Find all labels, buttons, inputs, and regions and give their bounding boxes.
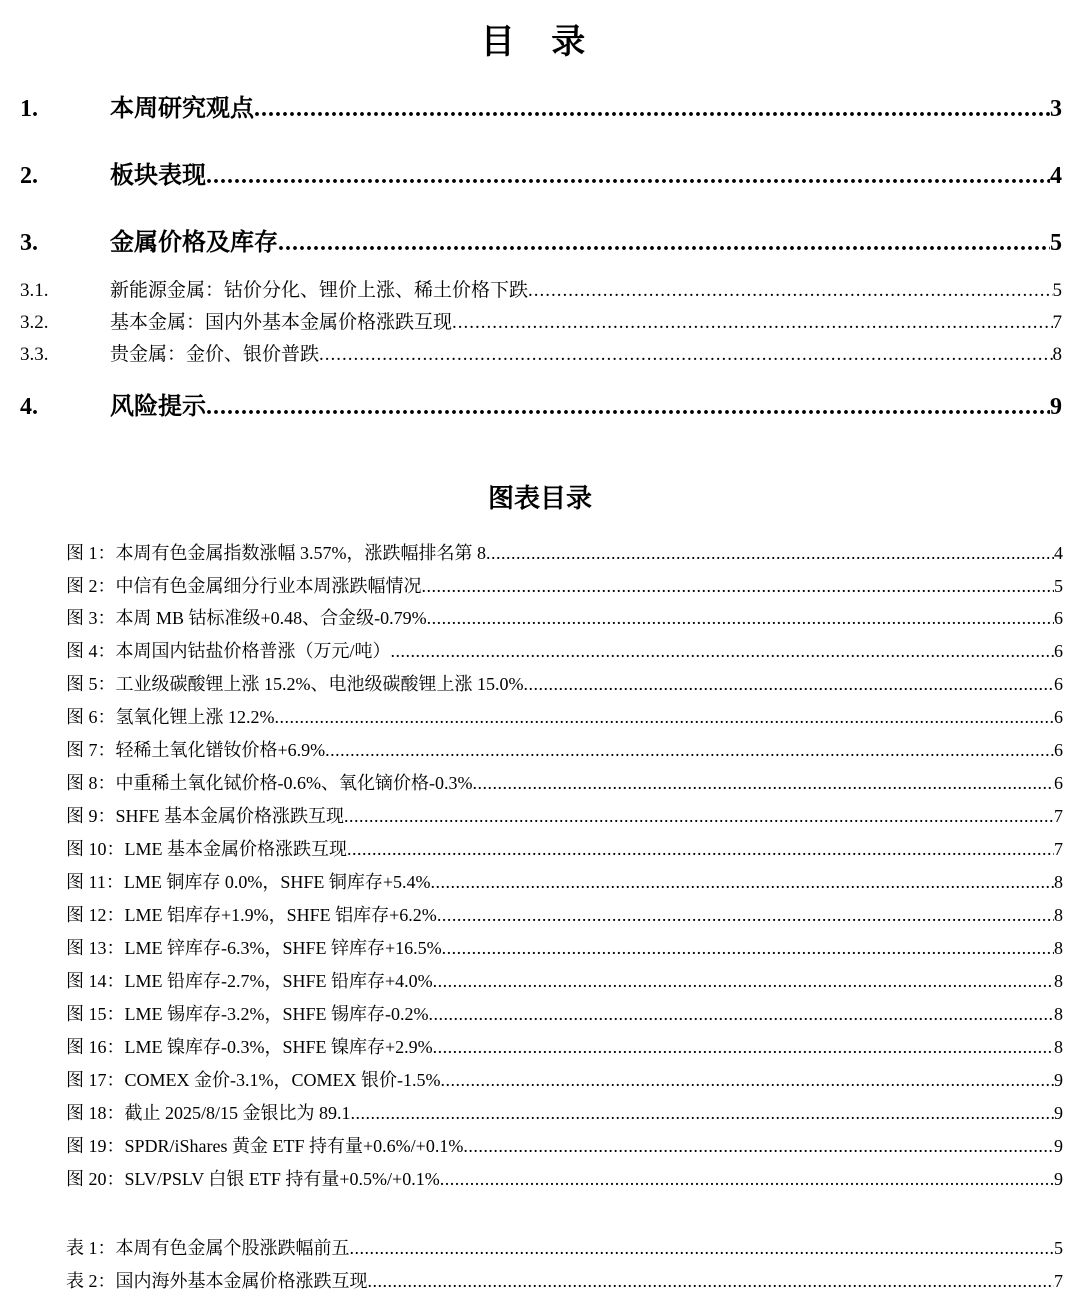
figure-entry-label: 图 18：截止 2025/8/15 金银比为 89.1 xyxy=(66,1103,351,1123)
figure-entry[interactable] xyxy=(66,1165,1063,1191)
figure-entry[interactable] xyxy=(66,901,1063,927)
figure-entry[interactable] xyxy=(66,769,1063,795)
dot-leader xyxy=(368,1271,1055,1292)
table-entry-page: 7 xyxy=(1054,1271,1063,1291)
toc-entry-number: 1. xyxy=(20,96,38,122)
table-entry-label: 表 2：国内海外基本金属价格涨跌互现 xyxy=(66,1271,368,1291)
figure-entry-page: 6 xyxy=(1054,773,1063,793)
figure-entry-label: 图 11：LME 铜库存 0.0%，SHFE 铜库存+5.4% xyxy=(66,872,431,892)
dot-leader xyxy=(433,1037,1054,1058)
toc-entry-title: 风险提示 xyxy=(110,394,206,420)
table-entry-page: 5 xyxy=(1054,1238,1063,1258)
toc-entry-title: 基本金属：国内外基本金属价格涨跌互现 xyxy=(110,312,453,333)
toc-entry-number: 3.3. xyxy=(20,344,49,365)
figure-entry-page: 9 xyxy=(1054,1103,1063,1123)
toc-entry-3-1[interactable] xyxy=(20,275,1062,302)
figure-entry-label: 图 6：氢氧化锂上涨 12.2% xyxy=(66,707,275,727)
toc-entry-3-2[interactable] xyxy=(20,307,1062,334)
toc-entry-1[interactable] xyxy=(20,88,1062,123)
dot-leader xyxy=(440,1169,1054,1190)
figure-entry-page: 6 xyxy=(1054,740,1063,760)
toc-entry-page: 9 xyxy=(1050,394,1062,420)
dot-leader xyxy=(254,96,1050,123)
dot-leader xyxy=(463,1136,1054,1157)
figure-entry[interactable] xyxy=(66,934,1063,960)
toc-entry-page: 5 xyxy=(1052,280,1062,301)
toc-entry-number: 2. xyxy=(20,163,38,189)
dot-leader xyxy=(275,707,1055,728)
figure-entry-page: 8 xyxy=(1054,905,1063,925)
dot-leader xyxy=(437,905,1054,926)
figure-entry[interactable] xyxy=(66,572,1063,598)
figure-entry[interactable] xyxy=(66,967,1063,993)
dot-leader xyxy=(430,872,1054,893)
toc-entry-3[interactable] xyxy=(20,222,1062,257)
figure-entry-page: 4 xyxy=(1054,543,1063,563)
dot-leader xyxy=(391,641,1055,662)
toc-title: 目 录 xyxy=(480,24,600,61)
figure-entry-page: 8 xyxy=(1054,971,1063,991)
dot-leader xyxy=(524,674,1055,695)
figure-list-title: 图表目录 xyxy=(487,484,592,513)
figure-entry-label: 图 5：工业级碳酸锂上涨 15.2%、电池级碳酸锂上涨 15.0% xyxy=(66,674,524,694)
toc-entry-title: 本周研究观点 xyxy=(110,96,254,122)
toc-entry-title: 板块表现 xyxy=(110,163,206,189)
dot-leader xyxy=(486,543,1054,564)
dot-leader xyxy=(347,839,1054,860)
toc-entry-4[interactable] xyxy=(20,386,1062,421)
toc-entry-page: 3 xyxy=(1050,96,1062,122)
figure-entry-page: 6 xyxy=(1054,707,1063,727)
dot-leader xyxy=(351,1103,1054,1124)
toc-entry-number: 3.1. xyxy=(20,280,49,301)
dot-leader xyxy=(206,394,1050,421)
dot-leader xyxy=(472,773,1054,794)
figure-entry[interactable] xyxy=(66,670,1063,696)
dot-leader xyxy=(206,163,1050,190)
figure-entry[interactable] xyxy=(66,868,1063,894)
figure-entry[interactable] xyxy=(66,835,1063,861)
figure-entry-label: 图 19：SPDR/iShares 黄金 ETF 持有量+0.6%/+0.1% xyxy=(66,1136,464,1156)
figure-entry[interactable] xyxy=(66,604,1063,630)
figure-entry-page: 8 xyxy=(1054,1037,1063,1057)
figure-entry-label: 图 4：本周国内钴盐价格普涨（万元/吨） xyxy=(66,641,391,661)
table-entry[interactable] xyxy=(66,1267,1063,1293)
dot-leader xyxy=(422,576,1055,597)
figure-entry[interactable] xyxy=(66,802,1063,828)
dot-leader xyxy=(429,1004,1055,1025)
figure-entry-label: 图 16：LME 镍库存-0.3%，SHFE 镍库存+2.9% xyxy=(66,1037,433,1057)
dot-leader xyxy=(528,280,1052,302)
figure-entry-label: 图 15：LME 锡库存-3.2%，SHFE 锡库存-0.2% xyxy=(66,1004,429,1024)
figure-entry-label: 图 2：中信有色金属细分行业本周涨跌幅情况 xyxy=(66,576,422,596)
figure-entry[interactable] xyxy=(66,1033,1063,1059)
figure-entry-label: 图 14：LME 铅库存-2.7%，SHFE 铅库存+4.0% xyxy=(66,971,433,991)
figure-entry-page: 5 xyxy=(1054,576,1063,596)
figure-entry-label: 图 10：LME 基本金属价格涨跌互现 xyxy=(66,839,347,859)
dot-leader xyxy=(325,740,1054,761)
figure-entry-page: 7 xyxy=(1054,806,1063,826)
figure-entry-page: 9 xyxy=(1054,1136,1063,1156)
toc-entry-2[interactable] xyxy=(20,155,1062,190)
toc-entry-title: 新能源金属：钴价分化、锂价上涨、稀土价格下跌 xyxy=(110,280,529,301)
dot-leader xyxy=(344,806,1054,827)
figure-entry-label: 图 3：本周 MB 钴标准级+0.48、合金级-0.79% xyxy=(66,608,427,628)
toc-entry-page: 8 xyxy=(1052,344,1062,365)
figure-entry-page: 8 xyxy=(1054,938,1063,958)
figure-entry[interactable] xyxy=(66,1099,1063,1125)
toc-entry-number: 3.2. xyxy=(20,312,49,333)
dot-leader xyxy=(440,1070,1054,1091)
figure-entry-page: 8 xyxy=(1054,872,1063,892)
dot-leader xyxy=(452,312,1052,334)
toc-entry-page: 5 xyxy=(1050,230,1062,256)
figure-entry[interactable] xyxy=(66,1132,1063,1158)
figure-entry-page: 6 xyxy=(1054,608,1063,628)
figure-entry[interactable] xyxy=(66,539,1063,565)
dot-leader xyxy=(350,1238,1055,1259)
figure-entry-label: 图 9：SHFE 基本金属价格涨跌互现 xyxy=(66,806,345,826)
toc-entry-page: 7 xyxy=(1052,312,1062,333)
figure-entry[interactable] xyxy=(66,1000,1063,1026)
figure-entry-label: 图 12：LME 铝库存+1.9%，SHFE 铝库存+6.2% xyxy=(66,905,437,925)
dot-leader xyxy=(442,938,1054,959)
dot-leader xyxy=(433,971,1054,992)
figure-entry-label: 图 7：轻稀土氧化镨钕价格+6.9% xyxy=(66,740,326,760)
figure-entry-page: 6 xyxy=(1054,641,1063,661)
toc-entry-title: 金属价格及库存 xyxy=(110,230,278,256)
figure-entry-label: 图 20：SLV/PSLV 白银 ETF 持有量+0.5%/+0.1% xyxy=(66,1169,440,1189)
figure-entry-label: 图 1：本周有色金属指数涨幅 3.57%，涨跌幅排名第 8 xyxy=(66,543,486,563)
toc-entry-3-3[interactable] xyxy=(20,339,1062,366)
figure-entry[interactable] xyxy=(66,637,1063,663)
dot-leader xyxy=(427,608,1054,629)
toc-entry-page: 4 xyxy=(1050,163,1062,189)
table-entry[interactable] xyxy=(66,1234,1063,1260)
figure-entry[interactable] xyxy=(66,1066,1063,1092)
dot-leader xyxy=(319,344,1052,366)
figure-entry-page: 6 xyxy=(1054,674,1063,694)
figure-entry[interactable] xyxy=(66,736,1063,762)
table-entry-label: 表 1：本周有色金属个股涨跌幅前五 xyxy=(66,1238,350,1258)
figure-entry-page: 9 xyxy=(1054,1070,1063,1090)
toc-entry-number: 3. xyxy=(20,230,38,256)
figure-entry[interactable] xyxy=(66,703,1063,729)
toc-entry-title: 贵金属：金价、银价普跌 xyxy=(110,344,320,365)
figure-entry-label: 图 13：LME 锌库存-6.3%，SHFE 锌库存+16.5% xyxy=(66,938,442,958)
figure-entry-page: 9 xyxy=(1054,1169,1063,1189)
figure-entry-label: 图 8：中重稀土氧化铽价格-0.6%、氧化镝价格-0.3% xyxy=(66,773,473,793)
figure-entry-page: 8 xyxy=(1054,1004,1063,1024)
figure-entry-page: 7 xyxy=(1054,839,1063,859)
toc-entry-number: 4. xyxy=(20,394,38,420)
figure-entry-label: 图 17：COMEX 金价-3.1%，COMEX 银价-1.5% xyxy=(66,1070,441,1090)
dot-leader xyxy=(278,230,1050,257)
